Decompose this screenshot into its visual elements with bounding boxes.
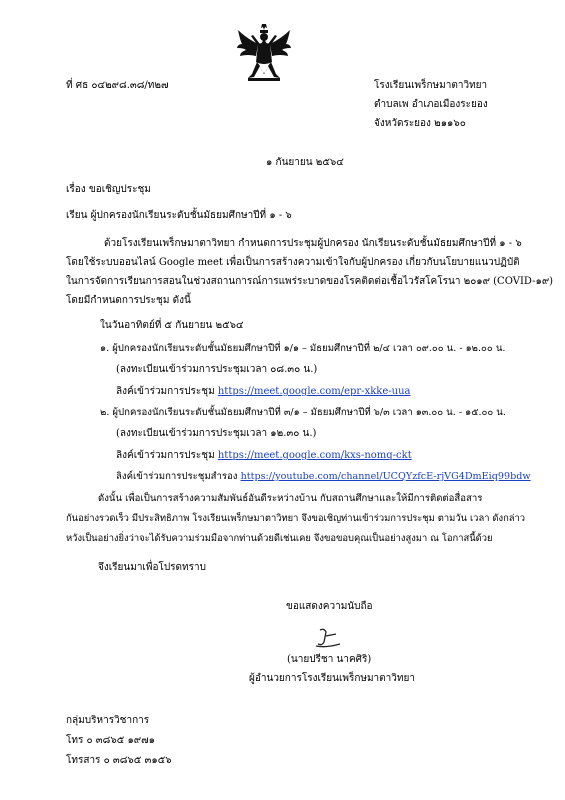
- intro-line: โดยมีกำหนดการประชุม ดังนี้: [66, 295, 191, 306]
- meeting-item-1: ๑. ผู้ปกครองนักเรียนระดับชั้นมัธยมศึกษาปีที่ ๑/๑ – มัธยมศึกษาปีที่ ๒/๔ เวลา ๐๙.๐๐ น. - ๑๒.๐๐ น.: [100, 343, 506, 354]
- letter-subject: เรื่อง ขอเชิญประชุม: [66, 184, 151, 195]
- reference-number: ที่ ศธ ๐๔๒๙๘.๓๘/ท๒๗: [66, 80, 169, 91]
- closing-line: หวังเป็นอย่างยิ่งว่าจะได้รับความร่วมมือจากท่านด้วยดีเช่นเคย จึงขอขอบคุณเป็นอย่างสูงมา ณ โอกาสนี้ด้วย: [66, 533, 493, 544]
- request-line: จึงเรียนมาเพื่อโปรดทราบ: [98, 562, 206, 573]
- meeting-day: ในวันอาทิตย์ที่ ๕ กันยายน ๒๕๖๔: [100, 320, 244, 331]
- meeting-link-1[interactable]: https://meet.google.com/epr-xkke-uua: [217, 386, 411, 397]
- department-name: กลุ่มบริหารวิชาการ: [66, 715, 150, 726]
- fax-number: โทรสาร ๐ ๓๘๖๕ ๓๑๕๖: [66, 755, 172, 766]
- backup-link-row: [116, 471, 531, 483]
- meeting-link-label: ลิงค์เข้าร่วมการประชุม: [116, 450, 215, 461]
- intro-line: โดยใช้ระบบออนไลน์ Google meet เพื่อเป็นการสร้างความเข้าใจกับผู้ปกครอง เกี่ยวกับนโยบายแนวปฏิบัติ: [66, 257, 520, 268]
- meeting-link-2[interactable]: https://meet.google.com/kxs-nomq-ckt: [217, 450, 412, 461]
- signer-name: (นายปรีชา นาคศิริ): [287, 654, 372, 665]
- backup-link-label: ลิงค์เข้าร่วมการประชุมสำรอง: [116, 471, 238, 482]
- meeting-item-2: ๒. ผู้ปกครองนักเรียนระดับชั้นมัธยมศึกษาปีที่ ๓/๑ – มัธยมศึกษาปีที่ ๖/๓ เวลา ๑๓.๐๐ น. - ๑๕.๐๐ น.: [100, 407, 506, 418]
- meeting-link-label: ลิงค์เข้าร่วมการประชุม: [116, 386, 215, 397]
- closing-line: กันอย่างรวดเร็ว มีประสิทธิภาพ โรงเรียนเพร็กษมาตาวิทยา จึงขอเชิญท่านเข้าร่วมการประชุม ตามวัน เวลา ดังกล่าว: [66, 513, 526, 524]
- backup-youtube-link[interactable]: https://youtube.com/channel/UCQYzfcE-rjVG4DmEiq99bdw: [240, 471, 531, 482]
- regards-line: ขอแสดงความนับถือ: [286, 601, 373, 612]
- signature-icon: [306, 626, 346, 650]
- garuda-emblem-icon: [236, 22, 292, 84]
- meeting-item-2-link-row: [116, 450, 412, 462]
- closing-line: ดังนั้น เพื่อเป็นการสร้างความสัมพันธ์อันดีระหว่างบ้าน กับสถานศึกษาและให้มีการติดต่อสื่อสาร: [98, 493, 483, 504]
- meeting-item-1-link-row: [116, 386, 410, 398]
- phone-number: โทร ๐ ๓๘๖๕ ๑๙๗๑: [66, 735, 155, 746]
- school-address-line2: ตำบลเพ อำเภอเมืองระยอง: [374, 99, 488, 110]
- meeting-item-2-register: (ลงทะเบียนเข้าร่วมการประชุมเวลา ๑๒.๓๐ น.): [116, 428, 317, 439]
- signer-title: ผู้อำนวยการโรงเรียนเพร็กษมาตาวิทยา: [249, 673, 415, 684]
- intro-line: ในการจัดการเรียนการสอนในช่วงสถานการณ์การแพร่ระบาดของโรคติดต่อเชื้อไวรัสโคโรนา ๒๐๑๙ (COVID-๑๙): [66, 276, 554, 287]
- meeting-item-1-register: (ลงทะเบียนเข้าร่วมการประชุมเวลา ๐๘.๓๐ น.): [116, 364, 318, 375]
- letter-date: ๑ กันยายน ๒๕๖๔: [266, 157, 344, 168]
- school-address-line1: โรงเรียนเพร็กษมาตาวิทยา: [374, 80, 488, 91]
- intro-line: ด้วยโรงเรียนเพร็กษมาตาวิทยา กำหนดการประชุมผู้ปกครอง นักเรียนระดับชั้นมัธยมศึกษาปีที่ ๑ - ๖: [104, 238, 522, 249]
- school-address-line3: จังหวัดระยอง ๒๑๑๖๐: [374, 118, 466, 129]
- letter-addressee: เรียน ผู้ปกครองนักเรียนระดับชั้นมัธยมศึกษาปีที่ ๑ - ๖: [66, 210, 292, 221]
